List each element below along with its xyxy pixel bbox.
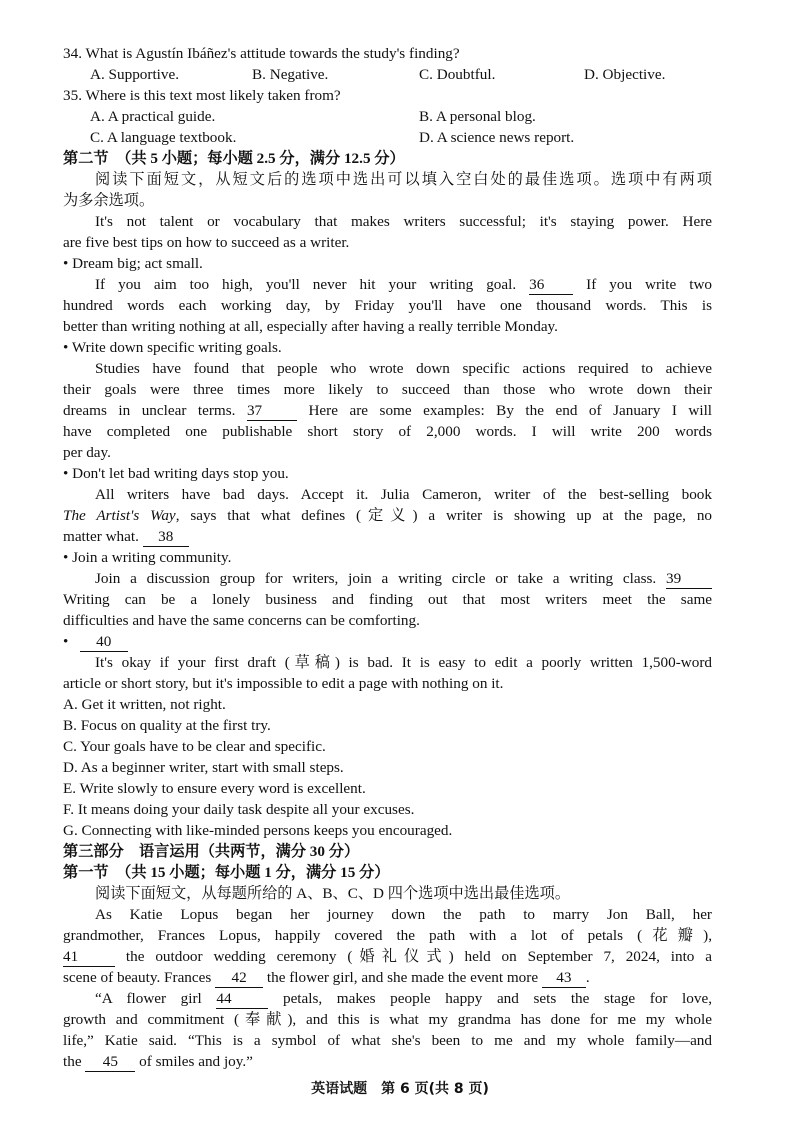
option-f: F. It means doing your daily task despite all your excuses. [63, 801, 415, 818]
blank-43[interactable]: 43 [542, 969, 586, 988]
option-b: B. Focus on quality at the first try. [63, 717, 271, 734]
q34-option-d: D. Objective. [584, 66, 666, 83]
q34-option-a: A. Supportive. [90, 66, 180, 83]
paragraph-line: If you aim too high, you'll never hit your writing goal. 36 If you write two [95, 276, 713, 293]
book-title: The Artist's Way [63, 507, 176, 524]
part-3-section-1-heading: 第一节 （共 15 小题；每小题 1 分，满分 15 分） [63, 864, 390, 881]
q34-option-b: B. Negative. [252, 66, 329, 83]
blank-44[interactable]: 44 [216, 990, 268, 1009]
paragraph-line: article or short story, but it's impossible to edit a page with nothing on it. [63, 675, 504, 692]
paragraph-line: per day. [63, 444, 111, 461]
paragraph-line: growth and commitment (奉献), and this is what my grandma has done for me my whole [63, 1011, 712, 1028]
blank-45[interactable]: 45 [85, 1053, 135, 1072]
paragraph-line: Studies have found that people who wrote down specific actions required to achieve [95, 360, 712, 377]
tip-heading-3: • Don't let bad writing days stop you. [63, 465, 289, 482]
blank-37[interactable]: 37 [247, 402, 297, 421]
question-34-stem: 34. What is Agustín Ibáñez's attitude towards the study's finding? [63, 45, 460, 62]
blank-38[interactable]: 38 [143, 528, 189, 547]
part-3-instruction: 阅读下面短文，从每题所给的 A、B、C、D 四个选项中选出最佳选项。 [95, 885, 571, 902]
paragraph-line: The Artist's Way, says that what defines (定义) a writer is showing up at the page, no [63, 507, 713, 524]
paragraph-line: 41 the outdoor wedding ceremony (婚礼仪式) held on September 7, 2024, into a [63, 948, 713, 965]
blank-39[interactable]: 39 [666, 570, 712, 589]
tip-heading-5: • 40 [63, 631, 712, 652]
paragraph-line: Writing can be a lonely business and finding out that most writers meet the same [63, 591, 712, 608]
paragraph-line: life,” Katie said. “This is a symbol of what she's been to me and my whole family—and [63, 1032, 712, 1049]
option-g: G. Connecting with like-minded persons keeps you encouraged. [63, 822, 453, 839]
question-35-stem: 35. Where is this text most likely taken from? [63, 87, 341, 104]
option-e: E. Write slowly to ensure every word is excellent. [63, 780, 366, 797]
q35-option-c: C. A language textbook. [90, 129, 237, 146]
paragraph-line: “A flower girl 44 petals, makes people happy and sets the stage for love, [95, 990, 713, 1007]
section-2-heading: 第二节 （共 5 小题；每小题 2.5 分，满分 12.5 分） [63, 150, 405, 167]
tip-heading-4: • Join a writing community. [63, 549, 232, 566]
paragraph-line: hundred words each working day, by Friday you'll have one thousand words. This is [63, 297, 712, 314]
paragraph-line: All writers have bad days. Accept it. Julia Cameron, writer of the best-selling book [95, 486, 712, 503]
paragraph-line: better than writing nothing at all, especially after having a really terrible Monday. [63, 318, 558, 335]
paragraph-line: scene of beauty. Frances 42 the flower girl, and she made the event more 43 . [63, 969, 590, 986]
paragraph-line: matter what. 38 [63, 526, 712, 547]
paragraph-line: It's okay if your first draft (草稿) is bad. It is easy to edit a poorly written 1,500-word [95, 654, 712, 671]
q34-option-c: C. Doubtful. [419, 66, 496, 83]
paragraph-line: grandmother, Frances Lopus, happily covered the path with a lot of petals (花瓣), [63, 927, 712, 944]
passage-intro: It's not talent or vocabulary that makes writers successful; it's staying power. Here [95, 213, 712, 230]
tip-heading-1: • Dream big; act small. [63, 255, 203, 272]
part-3-heading: 第三部分 语言运用（共两节，满分 30 分） [63, 843, 360, 860]
q35-option-a: A. A practical guide. [90, 108, 216, 125]
option-d: D. As a beginner writer, start with small steps. [63, 759, 344, 776]
paragraph-line: dreams in unclear terms. 37 Here are some examples: By the end of January I will [63, 402, 713, 419]
blank-41[interactable]: 41 [63, 948, 115, 967]
paragraph-line: Join a discussion group for writers, join a writing circle or take a writing class. 39 [95, 568, 712, 589]
section-2-instruction-cont: 为多余选项。 [63, 192, 155, 209]
tip-heading-2: • Write down specific writing goals. [63, 339, 282, 356]
option-c: C. Your goals have to be clear and specific. [63, 738, 326, 755]
q35-option-d: D. A science news report. [419, 129, 575, 146]
paragraph-line: have completed one publishable short story of 2,000 words. I will write 200 words [63, 423, 712, 440]
passage-intro-cont: are five best tips on how to succeed as a writer. [63, 234, 350, 251]
blank-40[interactable]: 40 [80, 633, 128, 652]
section-2-instruction: 阅读下面短文，从短文后的选项中选出可以填入空白处的最佳选项。选项中有两项 [95, 171, 712, 188]
blank-42[interactable]: 42 [215, 969, 263, 988]
paragraph-line: their goals were three times more likely to succeed than those who wrote down their [63, 381, 712, 398]
blank-36[interactable]: 36 [529, 276, 573, 295]
option-a: A. Get it written, not right. [63, 696, 226, 713]
page-footer: 英语试题 第 6 页(共 8 页) [311, 1081, 489, 1097]
paragraph-line: the 45 of smiles and joy.” [63, 1053, 253, 1070]
paragraph-line: As Katie Lopus began her journey down the path to marry Jon Ball, her [95, 906, 712, 923]
q35-option-b: B. A personal blog. [419, 108, 536, 125]
paragraph-line: difficulties and have the same concerns can be comforting. [63, 612, 420, 629]
